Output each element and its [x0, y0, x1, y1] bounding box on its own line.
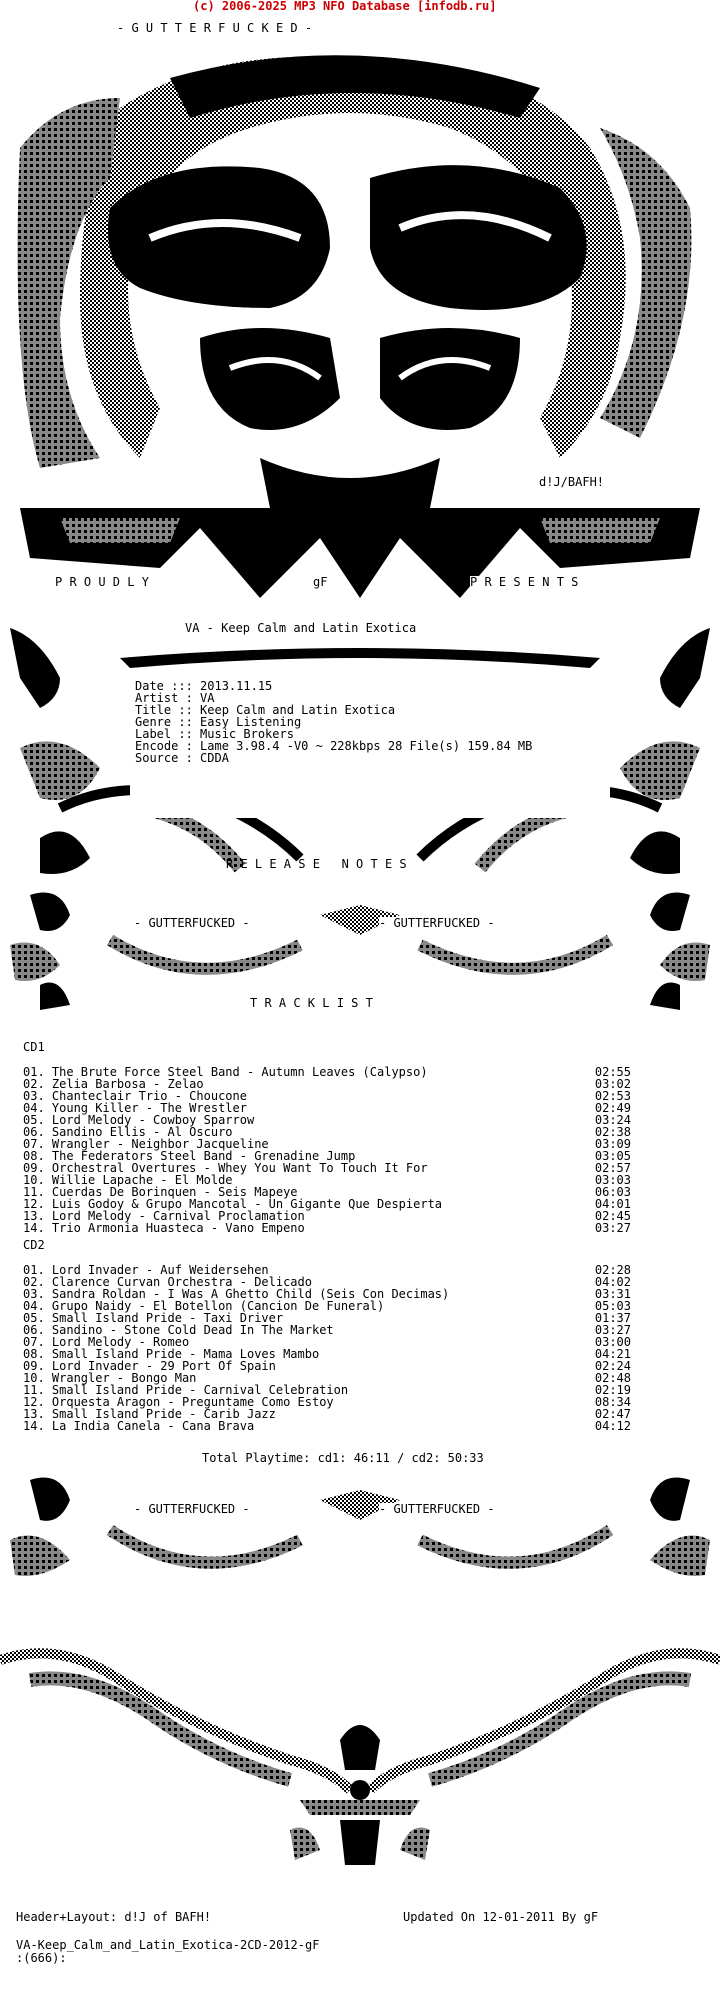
proudly-label: P R O U D L Y [55, 575, 149, 589]
track-title: 13. Small Island Pride - Carib Jazz [23, 1407, 276, 1421]
track-time: 02:49 [594, 1101, 631, 1115]
track-row [23, 1420, 631, 1432]
track-time: 02:19 [594, 1383, 631, 1397]
track-time: 02:57 [594, 1161, 631, 1175]
track-time: 03:31 [594, 1287, 631, 1301]
ascii-art-face [0, 38, 720, 603]
track-title: 11. Small Island Pride - Carnival Celebration [23, 1383, 349, 1397]
presents-label: P R E S E N T S [470, 575, 579, 589]
track-time: 02:47 [594, 1407, 631, 1421]
track-title: 07. Wrangler - Neighbor Jacqueline [23, 1137, 269, 1151]
cd2-tracklist [23, 1264, 631, 1432]
group-banner: - G U T T E R F U C K E D - [117, 21, 313, 35]
info-title: Title :: Keep Calm and Latin Exotica [135, 703, 396, 717]
track-title: 09. Lord Invader - 29 Port Of Spain [23, 1359, 276, 1373]
track-title: 12. Orquesta Aragon - Preguntame Como Estoy [23, 1395, 334, 1409]
cd1-label: CD1 [23, 1040, 45, 1054]
track-title: 05. Lord Melody - Cowboy Sparrow [23, 1113, 255, 1127]
track-time: 05:03 [594, 1299, 631, 1313]
track-title: 06. Sandino Ellis - Al Oscuro [23, 1125, 233, 1139]
release-title-line: VA - Keep Calm and Latin Exotica [185, 621, 417, 635]
track-title: 01. The Brute Force Steel Band - Autumn Leaves (Calypso) [23, 1065, 428, 1079]
track-title: 04. Grupo Naidy - El Botellon (Cancion De Funeral) [23, 1299, 385, 1313]
track-time: 03:27 [594, 1221, 631, 1235]
track-time: 08:34 [594, 1395, 631, 1409]
info-encode: Encode : Lame 3.98.4 -V0 ~ 228kbps 28 File(s) 159.84 MB [135, 739, 533, 753]
total-playtime: Total Playtime: cd1: 46:11 / cd2: 50:33 [202, 1451, 484, 1465]
track-title: 11. Cuerdas De Borinquen - Seis Mapeye [23, 1185, 298, 1199]
track-time: 03:05 [594, 1149, 631, 1163]
release-tag: :(666): [16, 1951, 67, 1965]
track-time: 02:24 [594, 1359, 631, 1373]
track-title: 10. Wrangler - Bongo Man [23, 1371, 197, 1385]
track-row [23, 1222, 631, 1234]
track-title: 14. Trio Armonia Huasteca - Vano Empeno [23, 1221, 305, 1235]
info-date: Date ::: 2013.11.15 [135, 679, 273, 693]
track-time: 02:53 [594, 1089, 631, 1103]
updated-line: Updated On 12-01-2011 By gF [403, 1910, 599, 1924]
track-title: 10. Willie Lapache - El Molde [23, 1173, 233, 1187]
track-title: 14. La India Canela - Cana Brava [23, 1419, 255, 1433]
gutter-right-label: - GUTTERFUCKED - [379, 916, 495, 930]
track-title: 04. Young Killer - The Wrestler [23, 1101, 247, 1115]
track-title: 13. Lord Melody - Carnival Proclamation [23, 1209, 305, 1223]
track-title: 08. Small Island Pride - Mama Loves Mambo [23, 1347, 320, 1361]
track-title: 07. Lord Melody - Romeo [23, 1335, 190, 1349]
track-time: 02:38 [594, 1125, 631, 1139]
track-time: 03:27 [594, 1323, 631, 1337]
track-title: 02. Zelia Barbosa - Zelao [23, 1077, 204, 1091]
release-name: VA-Keep_Calm_and_Latin_Exotica-2CD-2012-gF [16, 1938, 320, 1952]
track-time: 02:55 [594, 1065, 631, 1079]
track-title: 01. Lord Invader - Auf Weidersehen [23, 1263, 269, 1277]
footer-gutter-right-label: - GUTTERFUCKED - [379, 1502, 495, 1516]
track-title: 02. Clarence Curvan Orchestra - Delicado [23, 1275, 312, 1289]
track-time: 03:03 [594, 1173, 631, 1187]
info-source: Source : CDDA [135, 751, 229, 765]
track-time: 01:37 [594, 1311, 631, 1325]
layout-credit: Header+Layout: d!J of BAFH! [16, 1910, 212, 1924]
track-title: 05. Small Island Pride - Taxi Driver [23, 1311, 284, 1325]
cd1-tracklist [23, 1066, 631, 1234]
release-info-block [135, 680, 532, 764]
gutter-left-label: - GUTTERFUCKED - [134, 916, 250, 930]
track-time: 03:00 [594, 1335, 631, 1349]
track-time: 02:28 [594, 1263, 631, 1277]
footer-gutter-left-label: - GUTTERFUCKED - [134, 1502, 250, 1516]
gf-label: gF [313, 575, 328, 589]
track-time: 03:09 [594, 1137, 631, 1151]
track-time: 04:02 [594, 1275, 631, 1289]
info-genre: Genre :: Easy Listening [135, 715, 302, 729]
track-time: 04:12 [594, 1419, 631, 1433]
tracklist-heading: T R A C K L I S T [250, 996, 373, 1010]
track-time: 02:48 [594, 1371, 631, 1385]
info-artist: Artist : VA [135, 691, 215, 705]
info-label: Label :: Music Brokers [135, 727, 294, 741]
track-time: 06:03 [594, 1185, 631, 1199]
cd2-label: CD2 [23, 1238, 45, 1252]
track-title: 09. Orchestral Overtures - Whey You Want To Touch It For [23, 1161, 428, 1175]
artist-tag: d!J/BAFH! [539, 475, 605, 489]
track-time: 04:01 [594, 1197, 631, 1211]
track-title: 03. Chanteclair Trio - Choucone [23, 1089, 247, 1103]
track-title: 03. Sandra Roldan - I Was A Ghetto Child (Seis Con Decimas) [23, 1287, 450, 1301]
ascii-art-ornament-footer [0, 1470, 720, 1870]
track-time: 04:21 [594, 1347, 631, 1361]
release-notes-heading: R E L E A S E N O T E S [226, 857, 407, 871]
track-time: 03:02 [594, 1077, 631, 1091]
track-title: 12. Luis Godoy & Grupo Mancotal - Un Gigante Que Despierta [23, 1197, 443, 1211]
track-title: 06. Sandino - Stone Cold Dead In The Market [23, 1323, 334, 1337]
copyright-line[interactable]: (c) 2006-2025 MP3 NFO Database [infodb.ru] [193, 0, 497, 13]
track-time: 02:45 [594, 1209, 631, 1223]
track-time: 03:24 [594, 1113, 631, 1127]
track-title: 08. The Federators Steel Band - Grenadine Jump [23, 1149, 356, 1163]
